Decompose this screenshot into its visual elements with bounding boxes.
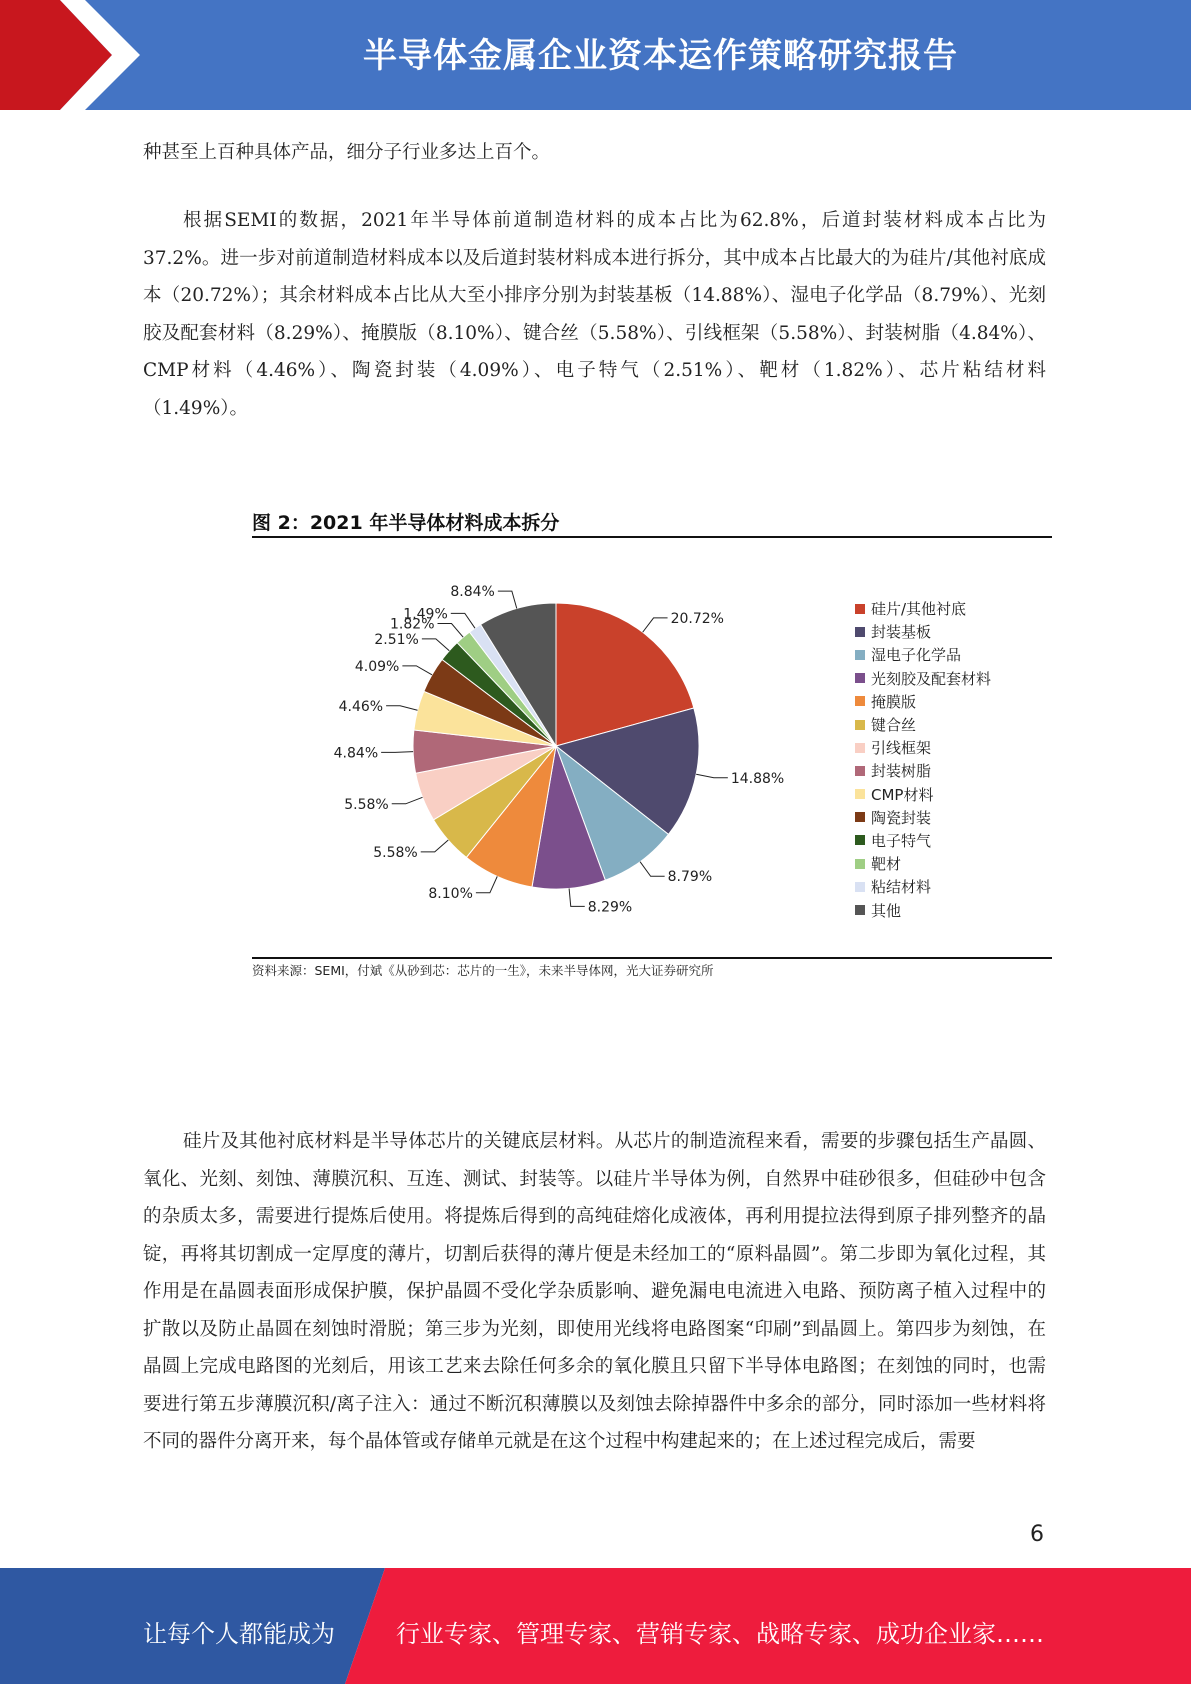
leader-line: [422, 639, 449, 651]
legend-item: [855, 736, 991, 759]
legend-label: 键合丝: [871, 716, 917, 735]
data-label: 5.58%: [373, 844, 418, 861]
legend-item: [855, 759, 991, 782]
legend-item: [855, 620, 991, 643]
data-label: 8.79%: [667, 869, 713, 886]
legend-swatch: [855, 859, 865, 869]
report-title: 半导体金属企业资本运作策略研究报告: [363, 36, 958, 76]
paragraph-continued: 种甚至上百种具体产品，细分子行业多达上百个。: [143, 142, 551, 163]
data-label: 4.46%: [338, 698, 384, 715]
legend-item: [855, 806, 991, 829]
figure-bottom-rule: [252, 957, 1052, 959]
legend-item: [855, 783, 991, 806]
legend-item: [855, 643, 991, 666]
data-label: 1.82%: [390, 616, 435, 633]
legend-swatch: [855, 604, 865, 614]
leader-line: [476, 876, 497, 892]
legend-swatch: [855, 650, 865, 660]
footer-slogan-right: 行业专家、管理专家、营销专家、战略专家、成功企业家……: [396, 1620, 1044, 1648]
data-label: 1.49%: [403, 606, 448, 623]
leader-line: [402, 666, 432, 675]
legend-swatch: [855, 789, 865, 799]
legend-label: 靶材: [871, 855, 902, 874]
leader-line: [392, 797, 423, 803]
legend-swatch: [855, 627, 865, 637]
data-label: 8.10%: [428, 885, 473, 902]
leader-line: [438, 624, 464, 638]
legend-item: [855, 713, 991, 736]
data-label: 2.51%: [374, 631, 419, 648]
legend-label: 掩膜版: [871, 692, 917, 711]
legend-label: 其他: [871, 901, 902, 920]
leader-line: [498, 591, 517, 608]
leader-line: [381, 752, 413, 753]
paragraph-semi-data: 根据SEMI的数据，2021年半导体前道制造材料的成本占比为62.8%，后道封装材料成本占比为37.2%。进一步对前道制造材料成本以及后道封装材料成本进行拆分，其中成本占比最大的为硅片/其他衬底成本（20.72%）；其余材料成本占比从大至小排序分别为封装基板（14.88%）、湿电子化学品（8.79%）、光刻胶及配套材料（8.29%）、掩膜版（8.10%）、键合丝（5.58%）、引线框架（5.58%）、封装树脂（4.84%）、CMP材料（4.46%）、陶瓷封装（4.09%）、电子特气（2.51%）、靶材（1.82%）、芯片粘结材料（1.49%）。: [143, 210, 1046, 419]
legend-swatch: [855, 696, 865, 706]
legend-swatch: [855, 766, 865, 776]
legend-item: [855, 898, 991, 921]
figure-source: 资料来源：SEMI，付斌《从砂到芯：芯片的一生》，未来半导体网，光大证券研究所: [252, 963, 714, 978]
data-label: 4.09%: [354, 658, 400, 675]
legend-label: 光刻胶及配套材料: [871, 669, 992, 688]
data-label: 20.72%: [670, 610, 724, 627]
leader-line: [451, 613, 475, 628]
data-label: 4.84%: [333, 745, 379, 762]
legend-label: 电子特气: [871, 831, 932, 850]
leader-line: [696, 774, 728, 778]
paragraph-silicon: 硅片及其他衬底材料是半导体芯片的关键底层材料。从芯片的制造流程来看，需要的步骤包括生产晶圆、氧化、光刻、刻蚀、薄膜沉积、互连、测试、封装等。以硅片半导体为例，自然界中硅砂很多，但硅砂中包含的杂质太多，需要进行提炼后使用。将提炼后得到的高纯硅熔化成液体，再利用提拉法得到原子排列整齐的晶锭，再将其切割成一定厚度的薄片，切割后获得的薄片便是未经加工的“原料晶圆”。第二步即为氧化过程，其作用是在晶圆表面形成保护膜，保护晶圆不受化学杂质影响、避免漏电电流进入电路、预防离子植入过程中的扩散以及防止晶圆在刻蚀时滑脱；第三步为光刻，即使用光线将电路图案“印刷”到晶圆上。第四步为刻蚀，在晶圆上完成电路图的光刻后，用该工艺来去除任何多余的氧化膜且只留下半导体电路图；在刻蚀的同时，也需要进行第五步薄膜沉积/离子注入：通过不断沉积薄膜以及刻蚀去除掉器件中多余的部分，同时添加一些材料将不同的器件分离开来，每个晶体管或存储单元就是在这个过程中构建起来的；在上述过程完成后，需要: [143, 1131, 1046, 1452]
legend-item: [855, 875, 991, 898]
legend-label: 硅片/其他衬底: [871, 600, 967, 619]
data-label: 14.88%: [730, 770, 785, 787]
legend-swatch: [855, 835, 865, 845]
legend-item: [855, 690, 991, 713]
figure-title: 图 2：2021 年半导体材料成本拆分: [252, 512, 560, 534]
legend-label: 陶瓷封装: [871, 808, 932, 827]
legend-item: [855, 852, 991, 875]
legend-label: CMP材料: [871, 785, 934, 804]
legend-label: 湿电子化学品: [871, 646, 962, 665]
legend-swatch: [855, 905, 865, 915]
figure-top-rule: [252, 536, 1052, 538]
data-label: 8.84%: [450, 584, 495, 601]
page-number: 6: [1030, 1522, 1044, 1547]
header-banner: [0, 0, 1191, 110]
leader-line: [643, 618, 668, 632]
legend-label: 引线框架: [871, 739, 932, 758]
data-label: 8.29%: [587, 899, 633, 916]
leader-line: [569, 888, 585, 906]
legend-label: 粘结材料: [871, 878, 932, 897]
leader-line: [421, 840, 449, 852]
footer-slogan-left: 让每个人都能成为: [143, 1620, 335, 1648]
legend-label: 封装树脂: [871, 762, 932, 781]
chart-legend: [855, 597, 991, 922]
legend-swatch: [855, 720, 865, 730]
legend-swatch: [855, 673, 865, 683]
legend-swatch: [855, 882, 865, 892]
legend-label: 封装基板: [871, 623, 932, 642]
legend-swatch: [855, 812, 865, 822]
legend-item: [855, 667, 991, 690]
leader-line: [640, 862, 665, 877]
data-label: 5.58%: [344, 796, 389, 813]
legend-item: [855, 597, 991, 620]
leader-line: [386, 706, 417, 710]
legend-swatch: [855, 743, 865, 753]
legend-item: [855, 829, 991, 852]
footer-banner: [0, 1568, 1191, 1684]
pie-chart: [300, 580, 840, 940]
